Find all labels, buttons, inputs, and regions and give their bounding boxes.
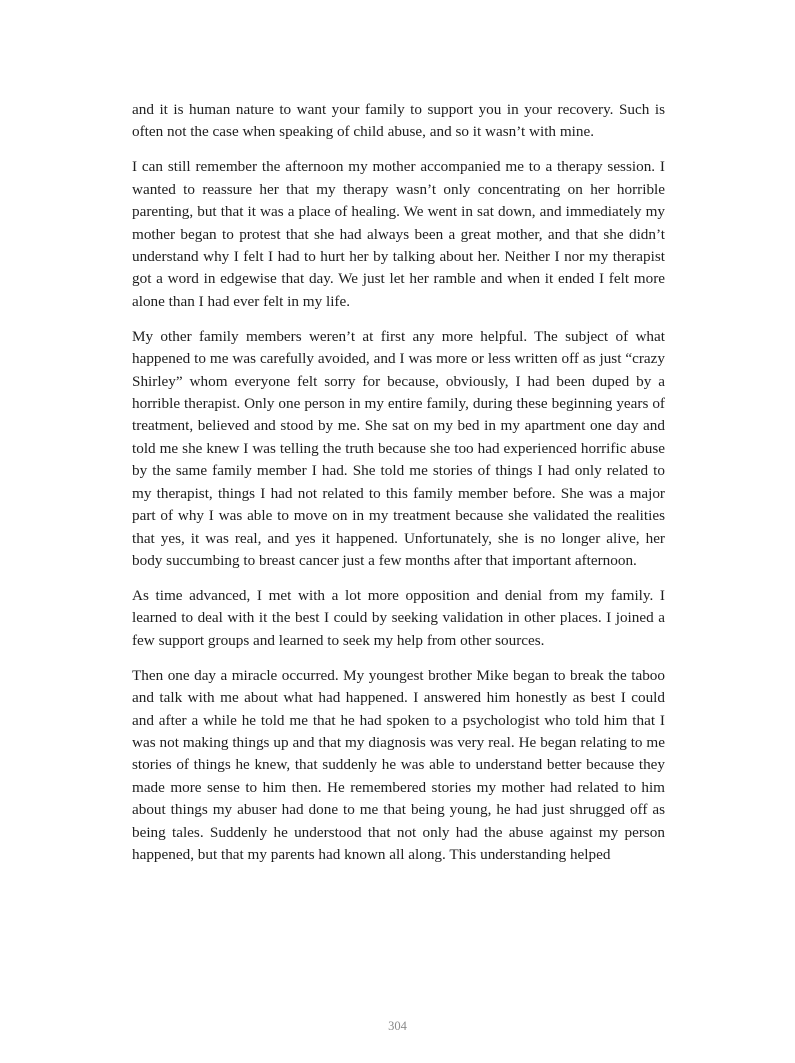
- paragraph-5: Then one day a miracle occurred. My youngest brother Mike began to break the taboo and talk with me about what had happened. I answered him honestly as best I could and after a while he told me that he had spoken to a psychologist who told him that I was not making things up and that my diagnosis was very real. He began relating to me stories of things he knew, that suddenly he was able to understand better because they made more sense to him then. He remembered stories my mother had related to him about things my abuser had done to me that being young, he had just shrugged off as being tales. Suddenly he understood that not only had the abuse against my person happened, but that my parents had known all along. This understanding helped: [132, 666, 665, 863]
- paragraph-1: and it is human nature to want your family to support you in your recovery. Such is often not the case when speaking of child abuse, and so it wasn’t with mine.: [132, 101, 665, 141]
- paragraph-3: My other family members weren’t at first any more helpful. The subject of what happened to me was carefully avoided, and I was more or less written off as just “crazy Shirley” whom everyone felt sorry for because, obviously, I had been duped by a horrible therapist. Only one person in my entire family, during these beginning years of treatment, believed and stood by me. She sat on my bed in my apartment one day and told me she knew I was telling the truth because she too had experienced horrific abuse by the same family member I had. She told me stories of things I had only related to my therapist, things I had not related to this family member before. She was a major part of why I was able to move on in my treatment because she validated the realities that yes, it was real, and yes it happened. Unfortunately, she is no longer alive, her body succumbing to breast cancer just a few months after that important afternoon.: [132, 327, 665, 569]
- paragraph-4: As time advanced, I met with a lot more opposition and denial from my family. I learned to deal with it the best I could by seeking validation in other places. I joined a few support groups and learned to seek my help from other sources.: [132, 586, 665, 649]
- page-number: 304: [388, 1019, 407, 1033]
- paragraph-2: I can still remember the afternoon my mother accompanied me to a therapy session. I wanted to reassure her that my therapy wasn’t only concentrating on her horrible parenting, but that it was a place of healing. We went in sat down, and immediately my mother began to protest that she had always been a great mother, and that she didn’t understand why I felt I had to hurt her by talking about her. Neither I nor my therapist got a word in edgewise that day. We just let her ramble and when it ended I felt more alone than I had ever felt in my life.: [132, 158, 665, 310]
- body-text: [132, 99, 665, 866]
